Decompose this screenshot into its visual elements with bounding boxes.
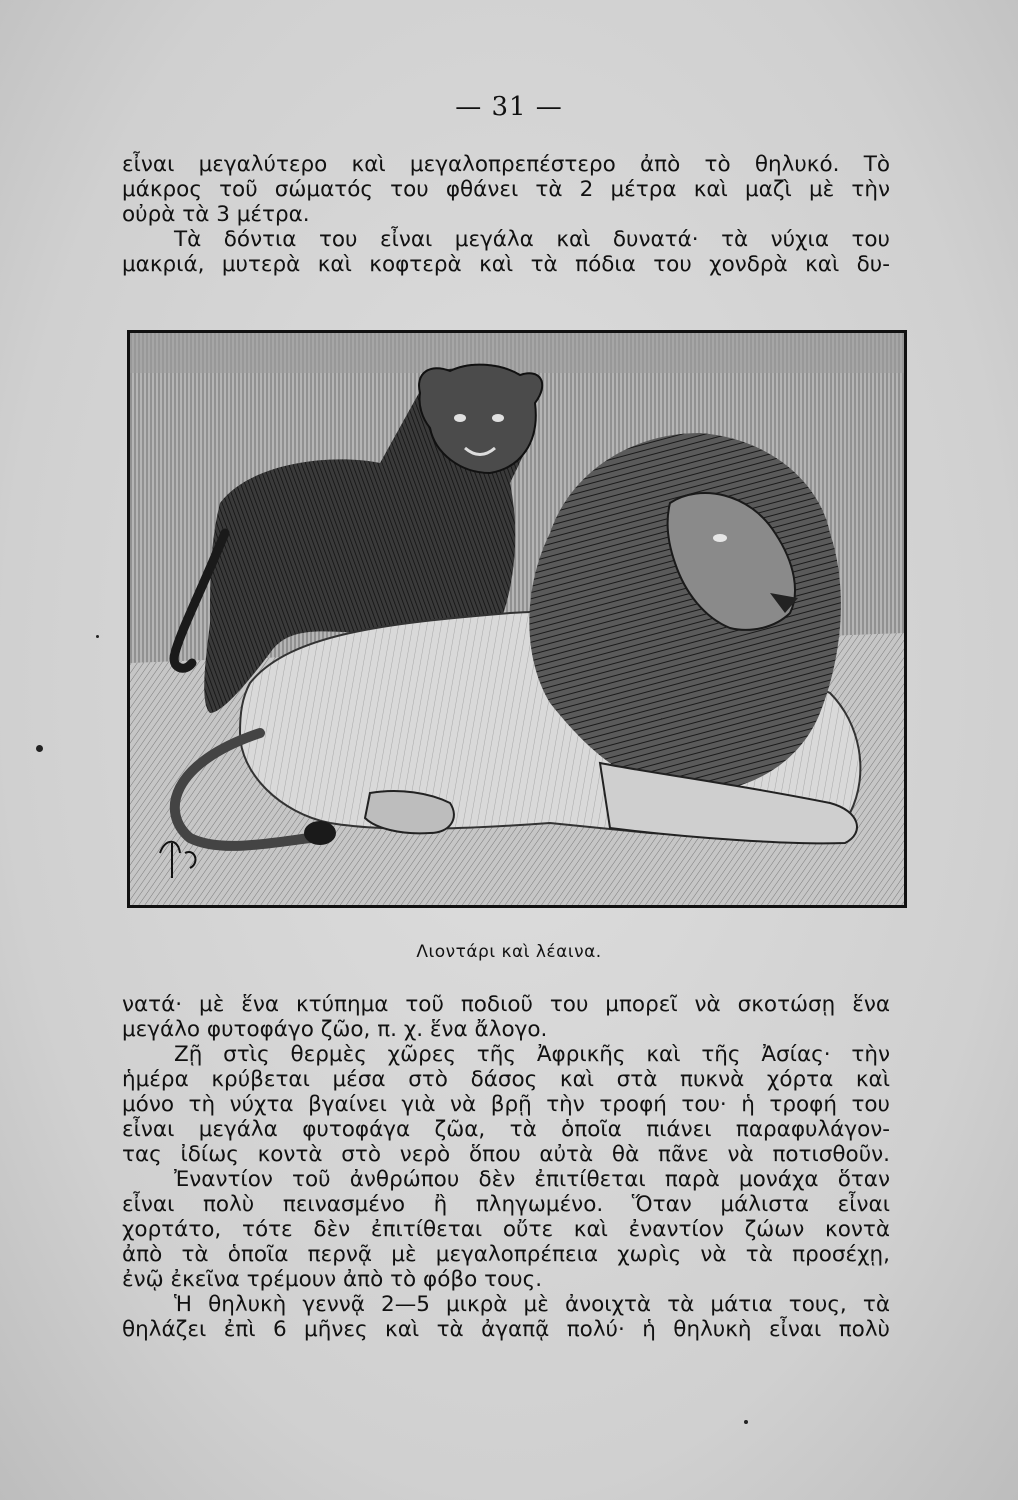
text-line: μεγάλο φυτοφάγο ζῶο, π. χ. ἕνα ἄλογο.: [122, 1017, 548, 1042]
ink-speck: [744, 1420, 748, 1424]
text-line: μάκρος τοῦ σώματός του φθάνει τὰ 2 μέτρα καὶ μαζὶ μὲ τὴν: [122, 177, 890, 202]
text-line: χορτάτο, τότε δὲν ἐπιτίθεται οὔτε καὶ ἐναντίον ζώων κοντὰ: [122, 1217, 890, 1242]
text-line: μακριά, μυτερὰ καὶ κοφτερὰ καὶ τὰ πόδια του χονδρὰ καὶ δυ-: [122, 252, 890, 277]
text-line: ἡμέρα κρύβεται μέσα στὸ δάσος καὶ στὰ πυκνὰ χόρτα καὶ: [122, 1067, 890, 1092]
text-line: Ἐναντίον τοῦ ἀνθρώπου δὲν ἐπιτίθεται παρὰ μονάχα ὅταν: [174, 1167, 890, 1192]
figure-caption: Λιοντάρι καὶ λέαινα.: [416, 942, 602, 962]
text-line: ἀπὸ τὰ ὁποῖα περνᾷ μὲ μεγαλοπρέπεια χωρὶς νὰ τὰ προσέχῃ,: [122, 1242, 890, 1267]
text-line: οὐρὰ τὰ 3 μέτρα.: [122, 202, 310, 227]
engraving-image: [130, 333, 904, 905]
bottom-text: [122, 992, 890, 1342]
text-line: τας ἰδίως κοντὰ στὸ νερὸ ὅπου αὐτὰ θὰ πᾶνε νὰ ποτισθοῦν.: [122, 1142, 890, 1167]
ink-speck: [96, 635, 99, 638]
text-line: εἶναι πολὺ πεινασμένο ἢ πληγωμένο. Ὅταν μάλιστα εἶναι: [122, 1192, 890, 1217]
text-line: εἶναι μεγαλύτερο καὶ μεγαλοπρεπέστερο ἀπὸ τὸ θηλυκό. Τὸ: [122, 152, 890, 177]
text-line: εἶναι μεγάλα φυτοφάγα ζῶα, τὰ ὁποῖα πιάνει παραφυλάγον-: [122, 1117, 890, 1142]
text-line: ἐνῷ ἐκεῖνα τρέμουν ἀπὸ τὸ φόβο τους.: [122, 1267, 543, 1292]
top-text: [122, 152, 890, 277]
text-line: Τὰ δόντια του εἶναι μεγάλα καὶ δυνατά· τὰ νύχια του: [174, 227, 890, 252]
text-line: νατά· μὲ ἕνα κτύπημα τοῦ ποδιοῦ του μπορεῖ νὰ σκοτώσῃ ἕνα: [122, 992, 890, 1017]
text-line: Ἡ θηλυκὴ γεννᾷ 2—5 μικρὰ μὲ ἀνοιχτὰ τὰ μάτια τους, τὰ: [174, 1292, 890, 1317]
lion-lioness-illustration: [127, 330, 907, 908]
ink-speck: [36, 745, 43, 752]
text-line: Ζῇ στὶς θερμὲς χῶρες τῆς Ἀφρικῆς καὶ τῆς Ἀσίας· τὴν: [174, 1042, 890, 1067]
page-number: — 31 —: [455, 92, 563, 122]
text-line: θηλάζει ἐπὶ 6 μῆνες καὶ τὰ ἀγαπᾷ πολύ· ἡ θηλυκὴ εἶναι πολὺ: [122, 1317, 890, 1342]
text-line: μόνο τὴ νύχτα βγαίνει γιὰ νὰ βρῇ τὴν τροφή του· ἡ τροφή του: [122, 1092, 890, 1117]
